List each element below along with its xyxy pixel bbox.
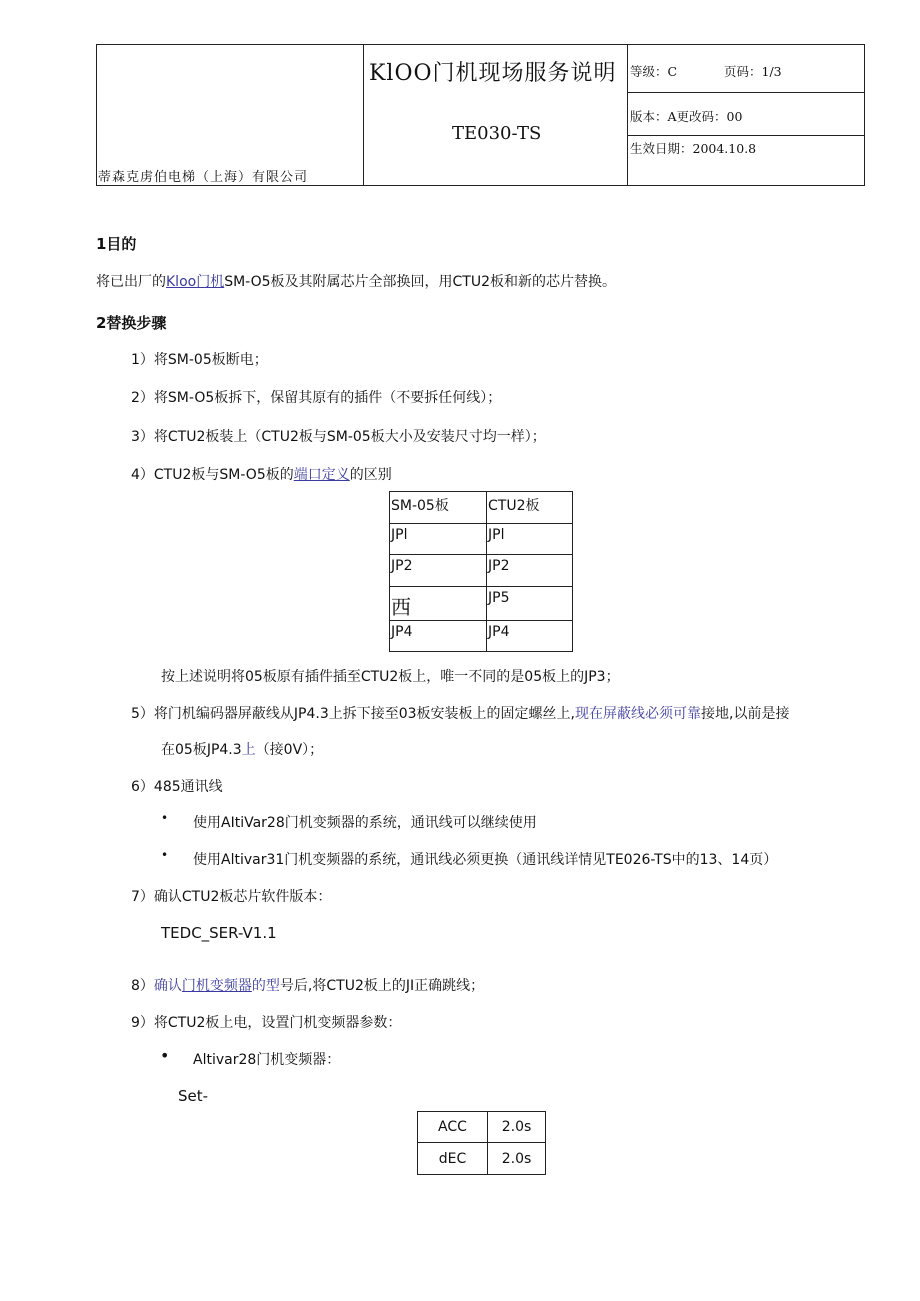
table-cell: dEC [418, 1143, 488, 1175]
document-code: TE030-TS [452, 123, 542, 144]
purpose-text: SM-O5板及其附属芯片全部换回，用CTU2板和新的芯片替换。 [224, 274, 617, 290]
step-5-emphasis: 上 [241, 742, 256, 758]
step-4-text: 4）CTU2板与SM-O5板的 [131, 467, 294, 483]
document-title: KlOO门机现场服务说明 [369, 61, 617, 86]
table-cell: 2.0s [488, 1143, 546, 1175]
port-table-note: 按上述说明将05板原有插件插至CTU2板上，唯一不同的是05板上的JP3； [161, 669, 620, 685]
header-divider [627, 135, 864, 136]
step-8-emphasis: 确认 [153, 978, 182, 994]
table-cell: 西 [390, 587, 487, 621]
bullet-icon: • [160, 1046, 170, 1065]
door-inverter-link[interactable]: 门机变频器 [181, 978, 252, 994]
bullet-altivar31-comm: 使用Altivar31门机变频器的系统，通讯线必须更换（通讯线详情见TE026-TS中的13、14页） [193, 852, 778, 868]
software-version: TEDC_SER-V1.1 [161, 924, 277, 942]
step-4 [131, 464, 392, 484]
set-parameters-table [417, 1111, 546, 1175]
grade-label: 等级：C [630, 64, 678, 79]
table-cell: JP2 [390, 555, 487, 587]
section-heading-steps: 2替换步骤 [96, 314, 167, 332]
step-4-text: 的区别 [349, 467, 392, 483]
document-header [96, 44, 865, 186]
step-5-text: 接地,以前是接 [701, 706, 790, 722]
step-5 [131, 703, 789, 723]
step-1: 1）将SM-05板断电； [131, 352, 268, 368]
effective-date: 生效日期：2004.10.8 [630, 141, 757, 156]
version-label: 版本：A更改码：00 [630, 109, 743, 124]
step-2: 2）将SM-O5板拆下，保留其原有的插件（不要拆任何线）； [131, 390, 502, 406]
step-5-emphasis: 现在屏蔽线必须可靠 [575, 706, 702, 722]
port-definition-link[interactable]: 端口定义 [293, 467, 350, 483]
set-menu-label: Set- [178, 1087, 209, 1105]
step-5-text: 在05板JP4.3 [161, 742, 242, 758]
table-cell: JP2 [487, 555, 573, 587]
header-divider [627, 92, 864, 93]
step-7: 7）确认CTU2板芯片软件版本： [131, 889, 332, 905]
table-cell: JP4 [487, 621, 573, 652]
table-cell: ACC [418, 1112, 488, 1143]
table-cell: 2.0s [488, 1112, 546, 1143]
table-cell: JP5 [487, 587, 573, 621]
table-cell: JPl [487, 524, 573, 555]
step-9: 9）将CTU2板上电，设置门机变频器参数： [131, 1015, 402, 1031]
table-cell: JPl [390, 524, 487, 555]
bullet-icon: • [161, 811, 169, 825]
table-cell: JP4 [390, 621, 487, 652]
company-name: 蒂森克虏伯电梯（上海）有限公司 [98, 170, 309, 185]
section-heading-purpose: 1目的 [96, 235, 137, 253]
purpose-paragraph [96, 271, 616, 291]
step-3: 3）将CTU2板装上（CTU2板与SM-05板大小及安装尺寸均一样）； [131, 429, 546, 445]
page-number: 页码：1/3 [724, 64, 782, 79]
purpose-text: 将已出厂的 [96, 274, 166, 290]
table-header-cell: SM-05板 [390, 492, 487, 524]
bullet-altivar28-comm: 使用AItiVar28门机变频器的系统，通讯线可以继续使用 [193, 815, 537, 831]
port-table [389, 491, 573, 652]
step-8-text: 8） [131, 978, 154, 994]
step-5-text: 5）将门机编码器屏蔽线从JP4.3上拆下接至03板安装板上的固定螺丝上, [131, 706, 576, 722]
header-divider [627, 45, 628, 185]
header-divider [363, 45, 364, 185]
step-6: 6）485通讯线 [131, 779, 223, 795]
step-8 [131, 975, 484, 995]
step-8-emphasis: 的型 [251, 978, 280, 994]
step-5-continued [161, 739, 323, 759]
bullet-altivar28-params: Altivar28门机变频器： [193, 1052, 341, 1068]
kloo-door-link[interactable]: Kloo门机 [166, 274, 225, 290]
step-5-text: （接0V）； [255, 742, 324, 758]
bullet-icon: • [161, 848, 169, 862]
table-header-cell: CTU2板 [487, 492, 573, 524]
step-8-text: 号后,将CTU2板上的JI正确跳线； [279, 978, 485, 994]
